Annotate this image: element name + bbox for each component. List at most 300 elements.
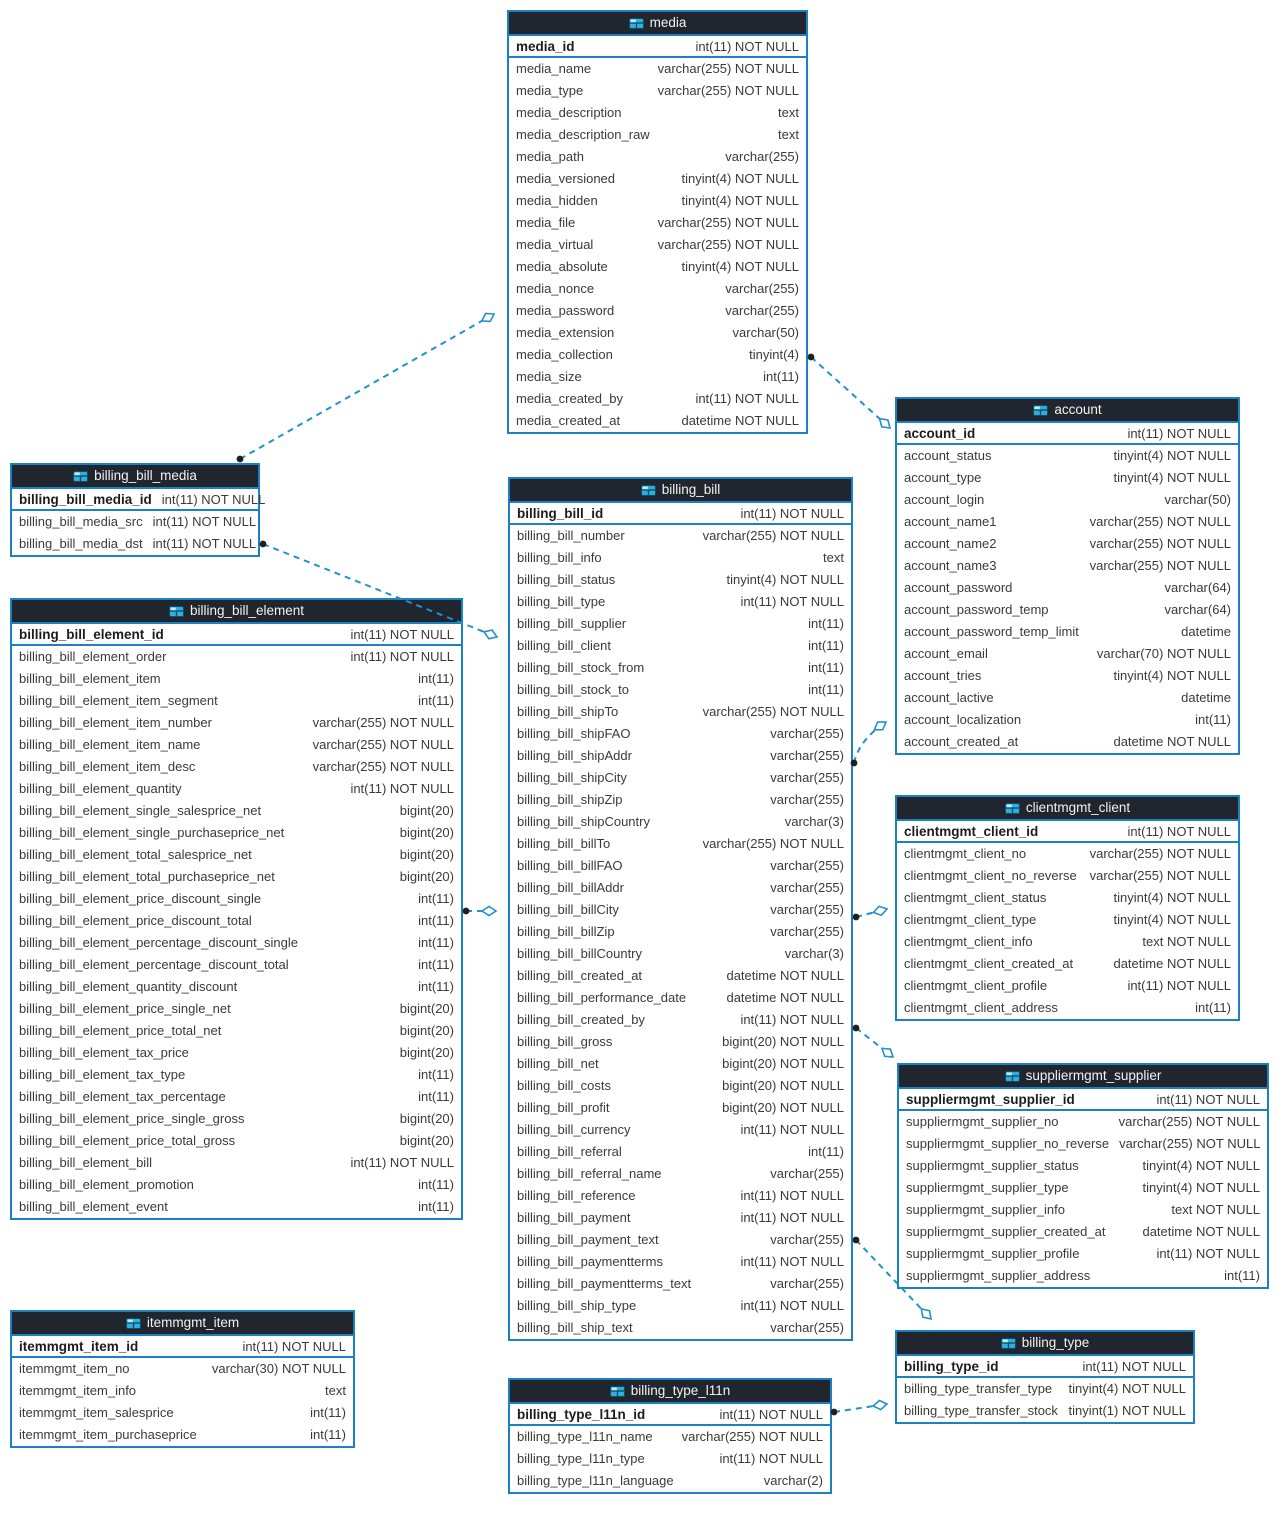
field-name: billing_bill_element_price_total_gross (19, 1133, 236, 1148)
field-row[interactable] (897, 621, 1238, 643)
field-type: varchar(255) (770, 1320, 844, 1335)
field-row[interactable] (509, 212, 806, 234)
field-row[interactable] (510, 1470, 830, 1492)
field-name: billing_type_transfer_stock (904, 1403, 1058, 1418)
connector-billing_bill-to-suppliermgmt_supplier (853, 1025, 896, 1061)
field-name: media_extension (516, 325, 615, 340)
table-header-billing_type[interactable] (897, 1332, 1193, 1356)
field-type: int(11) NOT NULL (1156, 1092, 1260, 1107)
field-row[interactable] (12, 1130, 461, 1152)
field-row[interactable] (12, 1108, 461, 1130)
field-name: media_nonce (516, 281, 595, 296)
field-type: varchar(2) (763, 1473, 823, 1488)
aggregation-diamond-icon (879, 1045, 896, 1061)
field-row[interactable] (510, 1273, 851, 1295)
field-row[interactable] (509, 388, 806, 410)
field-row[interactable] (510, 1075, 851, 1097)
field-type: int(11) NOT NULL (1127, 824, 1231, 839)
field-name: billing_bill_billCountry (517, 946, 643, 961)
field-type: varchar(255) (770, 1276, 844, 1291)
field-row[interactable] (510, 613, 851, 635)
field-row[interactable] (12, 646, 461, 668)
field-type: text (325, 1383, 346, 1398)
field-row[interactable] (897, 865, 1238, 887)
table-header-media[interactable] (509, 12, 806, 36)
table-title: account (1054, 402, 1102, 417)
table-title: billing_type_l11n (630, 1383, 731, 1398)
field-row[interactable] (897, 687, 1238, 709)
field-row[interactable] (12, 756, 461, 778)
field-type: bigint(20) (399, 1111, 454, 1126)
field-type: tinyint(4) NOT NULL (1113, 470, 1231, 485)
field-name: account_localization (904, 712, 1022, 727)
field-row[interactable] (510, 855, 851, 877)
field-type: tinyint(4) NOT NULL (1142, 1180, 1260, 1195)
table-header-billing_bill_element[interactable] (12, 600, 461, 624)
table-header-account[interactable] (897, 399, 1238, 423)
table-suppliermgmt_supplier[interactable] (897, 1063, 1269, 1289)
field-type: varchar(255) NOT NULL (657, 237, 799, 252)
field-name: suppliermgmt_supplier_created_at (906, 1224, 1106, 1239)
field-row[interactable] (12, 1380, 353, 1402)
field-row[interactable] (12, 1174, 461, 1196)
field-type: varchar(255) (770, 924, 844, 939)
field-name: suppliermgmt_supplier_no (906, 1114, 1059, 1129)
field-row[interactable] (510, 1207, 851, 1229)
field-row[interactable] (899, 1265, 1267, 1287)
field-row[interactable] (897, 887, 1238, 909)
field-name: billing_bill_billFAO (517, 858, 623, 873)
field-row[interactable] (510, 1251, 851, 1273)
field-row[interactable] (12, 866, 461, 888)
field-name: media_file (516, 215, 576, 230)
field-row[interactable] (509, 344, 806, 366)
table-title: billing_bill_media (94, 468, 197, 483)
field-type: int(11) (1195, 1000, 1231, 1015)
field-name: billing_bill_performance_date (517, 990, 687, 1005)
field-name: account_lactive (904, 690, 994, 705)
field-row[interactable] (510, 701, 851, 723)
field-type: varchar(64) (1164, 580, 1231, 595)
field-row[interactable] (12, 800, 461, 822)
field-name: billing_bill_ship_text (517, 1320, 633, 1335)
field-row[interactable] (12, 910, 461, 932)
connector-dot (260, 541, 267, 548)
field-name: billing_bill_created_by (517, 1012, 645, 1027)
connector-billing_bill-to-account (851, 718, 889, 766)
field-name: billing_type_l11n_language (517, 1473, 674, 1488)
field-row[interactable] (509, 146, 806, 168)
table-header-itemmgmt_item[interactable] (12, 1312, 353, 1336)
field-row[interactable] (12, 1020, 461, 1042)
table-title: media (649, 15, 687, 30)
table-icon (1001, 1338, 1016, 1349)
field-row[interactable] (509, 58, 806, 80)
field-type: tinyint(4) NOT NULL (726, 572, 844, 587)
table-title: itemmgmt_item (146, 1315, 240, 1330)
field-type: varchar(50) (732, 325, 799, 340)
field-type: int(11) (418, 1067, 454, 1082)
field-row[interactable] (510, 1448, 830, 1470)
field-name: billing_bill_payment_text (517, 1232, 659, 1247)
field-row[interactable] (897, 533, 1238, 555)
field-row[interactable] (12, 533, 258, 555)
field-row[interactable] (12, 976, 461, 998)
field-row[interactable] (510, 811, 851, 833)
field-name: account_email (904, 646, 988, 661)
field-row[interactable] (897, 445, 1238, 467)
field-type: int(11) (1195, 712, 1231, 727)
field-row[interactable] (509, 410, 806, 432)
primary-key-row[interactable] (899, 1089, 1267, 1111)
field-name: billing_bill_media_dst (19, 536, 143, 551)
table-icon (1005, 1071, 1020, 1082)
field-type: int(11) (418, 693, 454, 708)
field-type: int(11) (310, 1427, 346, 1442)
field-row[interactable] (12, 511, 258, 533)
field-name: billing_bill_element_event (19, 1199, 168, 1214)
field-name: billing_bill_paymentterms (517, 1254, 663, 1269)
table-title: suppliermgmt_supplier (1025, 1068, 1162, 1083)
field-row[interactable] (897, 709, 1238, 731)
field-row[interactable] (899, 1177, 1267, 1199)
field-row[interactable] (509, 168, 806, 190)
field-row[interactable] (510, 635, 851, 657)
field-type: varchar(255) NOT NULL (1089, 536, 1231, 551)
table-clientmgmt_client[interactable] (895, 795, 1240, 1021)
field-row[interactable] (510, 723, 851, 745)
field-name: itemmgmt_item_info (19, 1383, 137, 1398)
field-row[interactable] (510, 1317, 851, 1339)
field-row[interactable] (897, 555, 1238, 577)
table-media[interactable] (507, 10, 808, 434)
field-name: billing_bill_type (517, 594, 606, 609)
primary-key-row[interactable] (12, 624, 461, 646)
field-row[interactable] (897, 843, 1238, 865)
field-row[interactable] (12, 1358, 353, 1380)
field-name: billing_bill_shipFAO (517, 726, 631, 741)
field-row[interactable] (897, 953, 1238, 975)
field-row[interactable] (510, 877, 851, 899)
table-icon (73, 471, 88, 482)
field-row[interactable] (897, 1378, 1193, 1400)
table-icon (641, 485, 656, 496)
field-type: varchar(255) NOT NULL (1119, 1136, 1261, 1151)
field-row[interactable] (12, 690, 461, 712)
field-name: account_tries (904, 668, 982, 683)
aggregation-diamond-icon (480, 310, 497, 325)
connector-dot (463, 908, 470, 915)
field-type: tinyint(4) NOT NULL (1142, 1158, 1260, 1173)
table-header-suppliermgmt_supplier[interactable] (899, 1065, 1267, 1089)
field-name: billing_bill_element_tax_percentage (19, 1089, 226, 1104)
field-row[interactable] (897, 1400, 1193, 1422)
field-row[interactable] (897, 909, 1238, 931)
field-row[interactable] (12, 1086, 461, 1108)
field-row[interactable] (510, 657, 851, 679)
field-row[interactable] (510, 745, 851, 767)
field-type: tinyint(4) NOT NULL (1113, 668, 1231, 683)
connector-billing_bill-to-clientmgmt_client (853, 905, 889, 921)
field-type: int(11) NOT NULL (1082, 1359, 1186, 1374)
field-name: billing_bill_element_total_salesprice_net (19, 847, 252, 862)
field-type: int(11) NOT NULL (350, 1155, 454, 1170)
field-row[interactable] (510, 833, 851, 855)
field-row[interactable] (899, 1111, 1267, 1133)
field-row[interactable] (510, 965, 851, 987)
field-row[interactable] (510, 679, 851, 701)
table-title: billing_type (1021, 1335, 1090, 1350)
field-row[interactable] (12, 712, 461, 734)
field-row[interactable] (509, 102, 806, 124)
field-name: billing_bill_net (517, 1056, 599, 1071)
field-type: varchar(255) NOT NULL (1089, 558, 1231, 573)
field-type: tinyint(4) NOT NULL (1113, 448, 1231, 463)
field-type: int(11) NOT NULL (740, 506, 844, 521)
field-name: media_description (516, 105, 622, 120)
field-row[interactable] (510, 767, 851, 789)
field-name: billing_bill_shipZip (517, 792, 623, 807)
field-row[interactable] (897, 577, 1238, 599)
field-row[interactable] (510, 1185, 851, 1207)
field-name: billing_type_transfer_type (904, 1381, 1053, 1396)
field-type: int(11) (418, 1089, 454, 1104)
field-row[interactable] (509, 124, 806, 146)
field-row[interactable] (510, 1295, 851, 1317)
field-row[interactable] (897, 665, 1238, 687)
field-name: clientmgmt_client_created_at (904, 956, 1074, 971)
field-name: media_created_at (516, 413, 621, 428)
field-row[interactable] (509, 278, 806, 300)
field-row[interactable] (897, 975, 1238, 997)
field-row[interactable] (899, 1155, 1267, 1177)
field-row[interactable] (12, 822, 461, 844)
field-row[interactable] (12, 1152, 461, 1174)
table-icon (1005, 803, 1020, 814)
field-name: clientmgmt_client_no_reverse (904, 868, 1077, 883)
table-billing_bill_element[interactable] (10, 598, 463, 1220)
field-type: varchar(255) (725, 149, 799, 164)
field-type: int(11) NOT NULL (740, 1012, 844, 1027)
field-name: suppliermgmt_supplier_address (906, 1268, 1091, 1283)
field-row[interactable] (12, 778, 461, 800)
field-type: varchar(3) (784, 946, 844, 961)
field-row[interactable] (12, 1196, 461, 1218)
field-name: billing_bill_reference (517, 1188, 636, 1203)
field-type: tinyint(4) NOT NULL (1113, 912, 1231, 927)
field-type: varchar(255) (770, 770, 844, 785)
field-type: bigint(20) NOT NULL (722, 1056, 844, 1071)
primary-key-row[interactable] (510, 503, 851, 525)
field-name: clientmgmt_client_type (904, 912, 1037, 927)
field-type: datetime NOT NULL (726, 968, 844, 983)
field-type: int(11) (418, 671, 454, 686)
field-type: text (778, 105, 799, 120)
field-row[interactable] (510, 1426, 830, 1448)
field-row[interactable] (509, 256, 806, 278)
field-name: media_collection (516, 347, 613, 362)
aggregation-diamond-icon (872, 718, 889, 733)
field-name: account_login (904, 492, 985, 507)
field-name: billing_bill_number (517, 528, 625, 543)
field-row[interactable] (897, 731, 1238, 753)
field-row[interactable] (12, 1042, 461, 1064)
field-type: varchar(64) (1164, 602, 1231, 617)
field-row[interactable] (509, 80, 806, 102)
field-row[interactable] (510, 1097, 851, 1119)
field-row[interactable] (899, 1243, 1267, 1265)
field-type: text (823, 550, 844, 565)
field-type: tinyint(4) NOT NULL (1068, 1381, 1186, 1396)
field-name: billing_bill_media_id (19, 492, 152, 507)
field-name: clientmgmt_client_status (904, 890, 1047, 905)
field-type: bigint(20) (399, 1001, 454, 1016)
field-type: int(11) NOT NULL (740, 1298, 844, 1313)
table-icon (169, 606, 184, 617)
field-name: billing_bill_element_quantity_discount (19, 979, 238, 994)
field-row[interactable] (510, 921, 851, 943)
field-type: int(11) NOT NULL (740, 1210, 844, 1225)
field-row[interactable] (12, 954, 461, 976)
field-row[interactable] (12, 1402, 353, 1424)
field-row[interactable] (12, 888, 461, 910)
field-row[interactable] (12, 998, 461, 1020)
field-row[interactable] (897, 931, 1238, 953)
field-name: billing_bill_element_item_segment (19, 693, 218, 708)
field-row[interactable] (509, 234, 806, 256)
field-row[interactable] (510, 525, 851, 547)
table-header-billing_bill[interactable] (510, 479, 851, 503)
table-header-billing_bill_media[interactable] (12, 465, 258, 489)
aggregation-diamond-icon (877, 415, 894, 431)
field-row[interactable] (510, 1053, 851, 1075)
field-row[interactable] (12, 932, 461, 954)
table-billing_bill_media[interactable] (10, 463, 266, 557)
field-row[interactable] (510, 1009, 851, 1031)
primary-key-row[interactable] (12, 1336, 353, 1358)
field-row[interactable] (510, 547, 851, 569)
field-name: clientmgmt_client_address (904, 1000, 1058, 1015)
field-name: suppliermgmt_supplier_status (906, 1158, 1079, 1173)
field-type: int(11) NOT NULL (161, 492, 266, 507)
field-name: billing_bill_element_single_purchaseprice_net (19, 825, 285, 840)
aggregation-diamond-icon (918, 1306, 934, 1322)
field-type: bigint(20) (399, 1045, 454, 1060)
field-type: int(11) NOT NULL (740, 1188, 844, 1203)
field-row[interactable] (12, 844, 461, 866)
field-name: media_path (516, 149, 584, 164)
field-row[interactable] (509, 366, 806, 388)
field-type: int(11) NOT NULL (1127, 978, 1231, 993)
primary-key-row[interactable] (897, 821, 1238, 843)
field-row[interactable] (510, 1229, 851, 1251)
field-row[interactable] (510, 1163, 851, 1185)
field-row[interactable] (897, 511, 1238, 533)
connector-dot (853, 914, 860, 921)
field-row[interactable] (897, 997, 1238, 1019)
field-type: bigint(20) (399, 803, 454, 818)
field-row[interactable] (12, 668, 461, 690)
field-row[interactable] (12, 734, 461, 756)
field-row[interactable] (12, 1424, 353, 1446)
field-type: varchar(255) (770, 902, 844, 917)
field-row[interactable] (510, 789, 851, 811)
primary-key-row[interactable] (509, 36, 806, 58)
field-type: varchar(255) NOT NULL (702, 704, 844, 719)
table-icon (73, 471, 88, 482)
table-icon (1033, 405, 1048, 416)
table-account[interactable] (895, 397, 1240, 755)
field-name: account_password (904, 580, 1013, 595)
field-name: billing_type_id (904, 1359, 999, 1374)
table-billing_bill[interactable] (508, 477, 853, 1341)
field-type: text NOT NULL (1142, 934, 1231, 949)
field-row[interactable] (510, 899, 851, 921)
field-name: billing_bill_element_single_salesprice_net (19, 803, 262, 818)
field-row[interactable] (12, 1064, 461, 1086)
field-row[interactable] (509, 190, 806, 212)
field-name: media_absolute (516, 259, 608, 274)
table-header-billing_type_l11n[interactable] (510, 1380, 830, 1404)
table-header-clientmgmt_client[interactable] (897, 797, 1238, 821)
field-type: bigint(20) NOT NULL (722, 1100, 844, 1115)
table-billing_type_l11n[interactable] (508, 1378, 832, 1494)
field-type: int(11) (418, 891, 454, 906)
primary-key-row[interactable] (510, 1404, 830, 1426)
primary-key-row[interactable] (897, 423, 1238, 445)
table-billing_type[interactable] (895, 1330, 1195, 1424)
primary-key-row[interactable] (897, 1356, 1193, 1378)
field-name: clientmgmt_client_no (904, 846, 1027, 861)
field-type: bigint(20) (399, 869, 454, 884)
field-row[interactable] (509, 300, 806, 322)
field-row[interactable] (510, 1031, 851, 1053)
field-row[interactable] (510, 987, 851, 1009)
field-row[interactable] (510, 569, 851, 591)
field-name: billing_bill_client (517, 638, 611, 653)
table-icon (610, 1386, 625, 1397)
field-row[interactable] (897, 599, 1238, 621)
field-row[interactable] (510, 1141, 851, 1163)
field-name: billing_bill_element_item_number (19, 715, 212, 730)
field-type: varchar(255) NOT NULL (657, 83, 799, 98)
field-name: billing_bill_paymentterms_text (517, 1276, 692, 1291)
field-row[interactable] (897, 467, 1238, 489)
field-name: account_name3 (904, 558, 997, 573)
field-row[interactable] (899, 1133, 1267, 1155)
field-row[interactable] (899, 1221, 1267, 1243)
connector-billing_type_l11n-to-billing_type (831, 1399, 888, 1415)
field-name: billing_bill_billAddr (517, 880, 624, 895)
field-row[interactable] (510, 943, 851, 965)
field-name: billing_bill_status (517, 572, 616, 587)
field-row[interactable] (897, 489, 1238, 511)
field-type: varchar(255) NOT NULL (657, 61, 799, 76)
table-itemmgmt_item[interactable] (10, 1310, 355, 1448)
primary-key-row[interactable] (12, 489, 266, 511)
field-type: varchar(255) NOT NULL (702, 836, 844, 851)
table-title: billing_bill_element (189, 603, 305, 618)
field-row[interactable] (509, 322, 806, 344)
field-row[interactable] (899, 1199, 1267, 1221)
field-name: billing_bill_element_tax_type (19, 1067, 186, 1082)
field-type: int(11) (808, 616, 844, 631)
field-row[interactable] (510, 591, 851, 613)
field-row[interactable] (897, 643, 1238, 665)
field-name: billing_bill_element_item (19, 671, 161, 686)
field-type: varchar(255) (770, 726, 844, 741)
field-row[interactable] (510, 1119, 851, 1141)
